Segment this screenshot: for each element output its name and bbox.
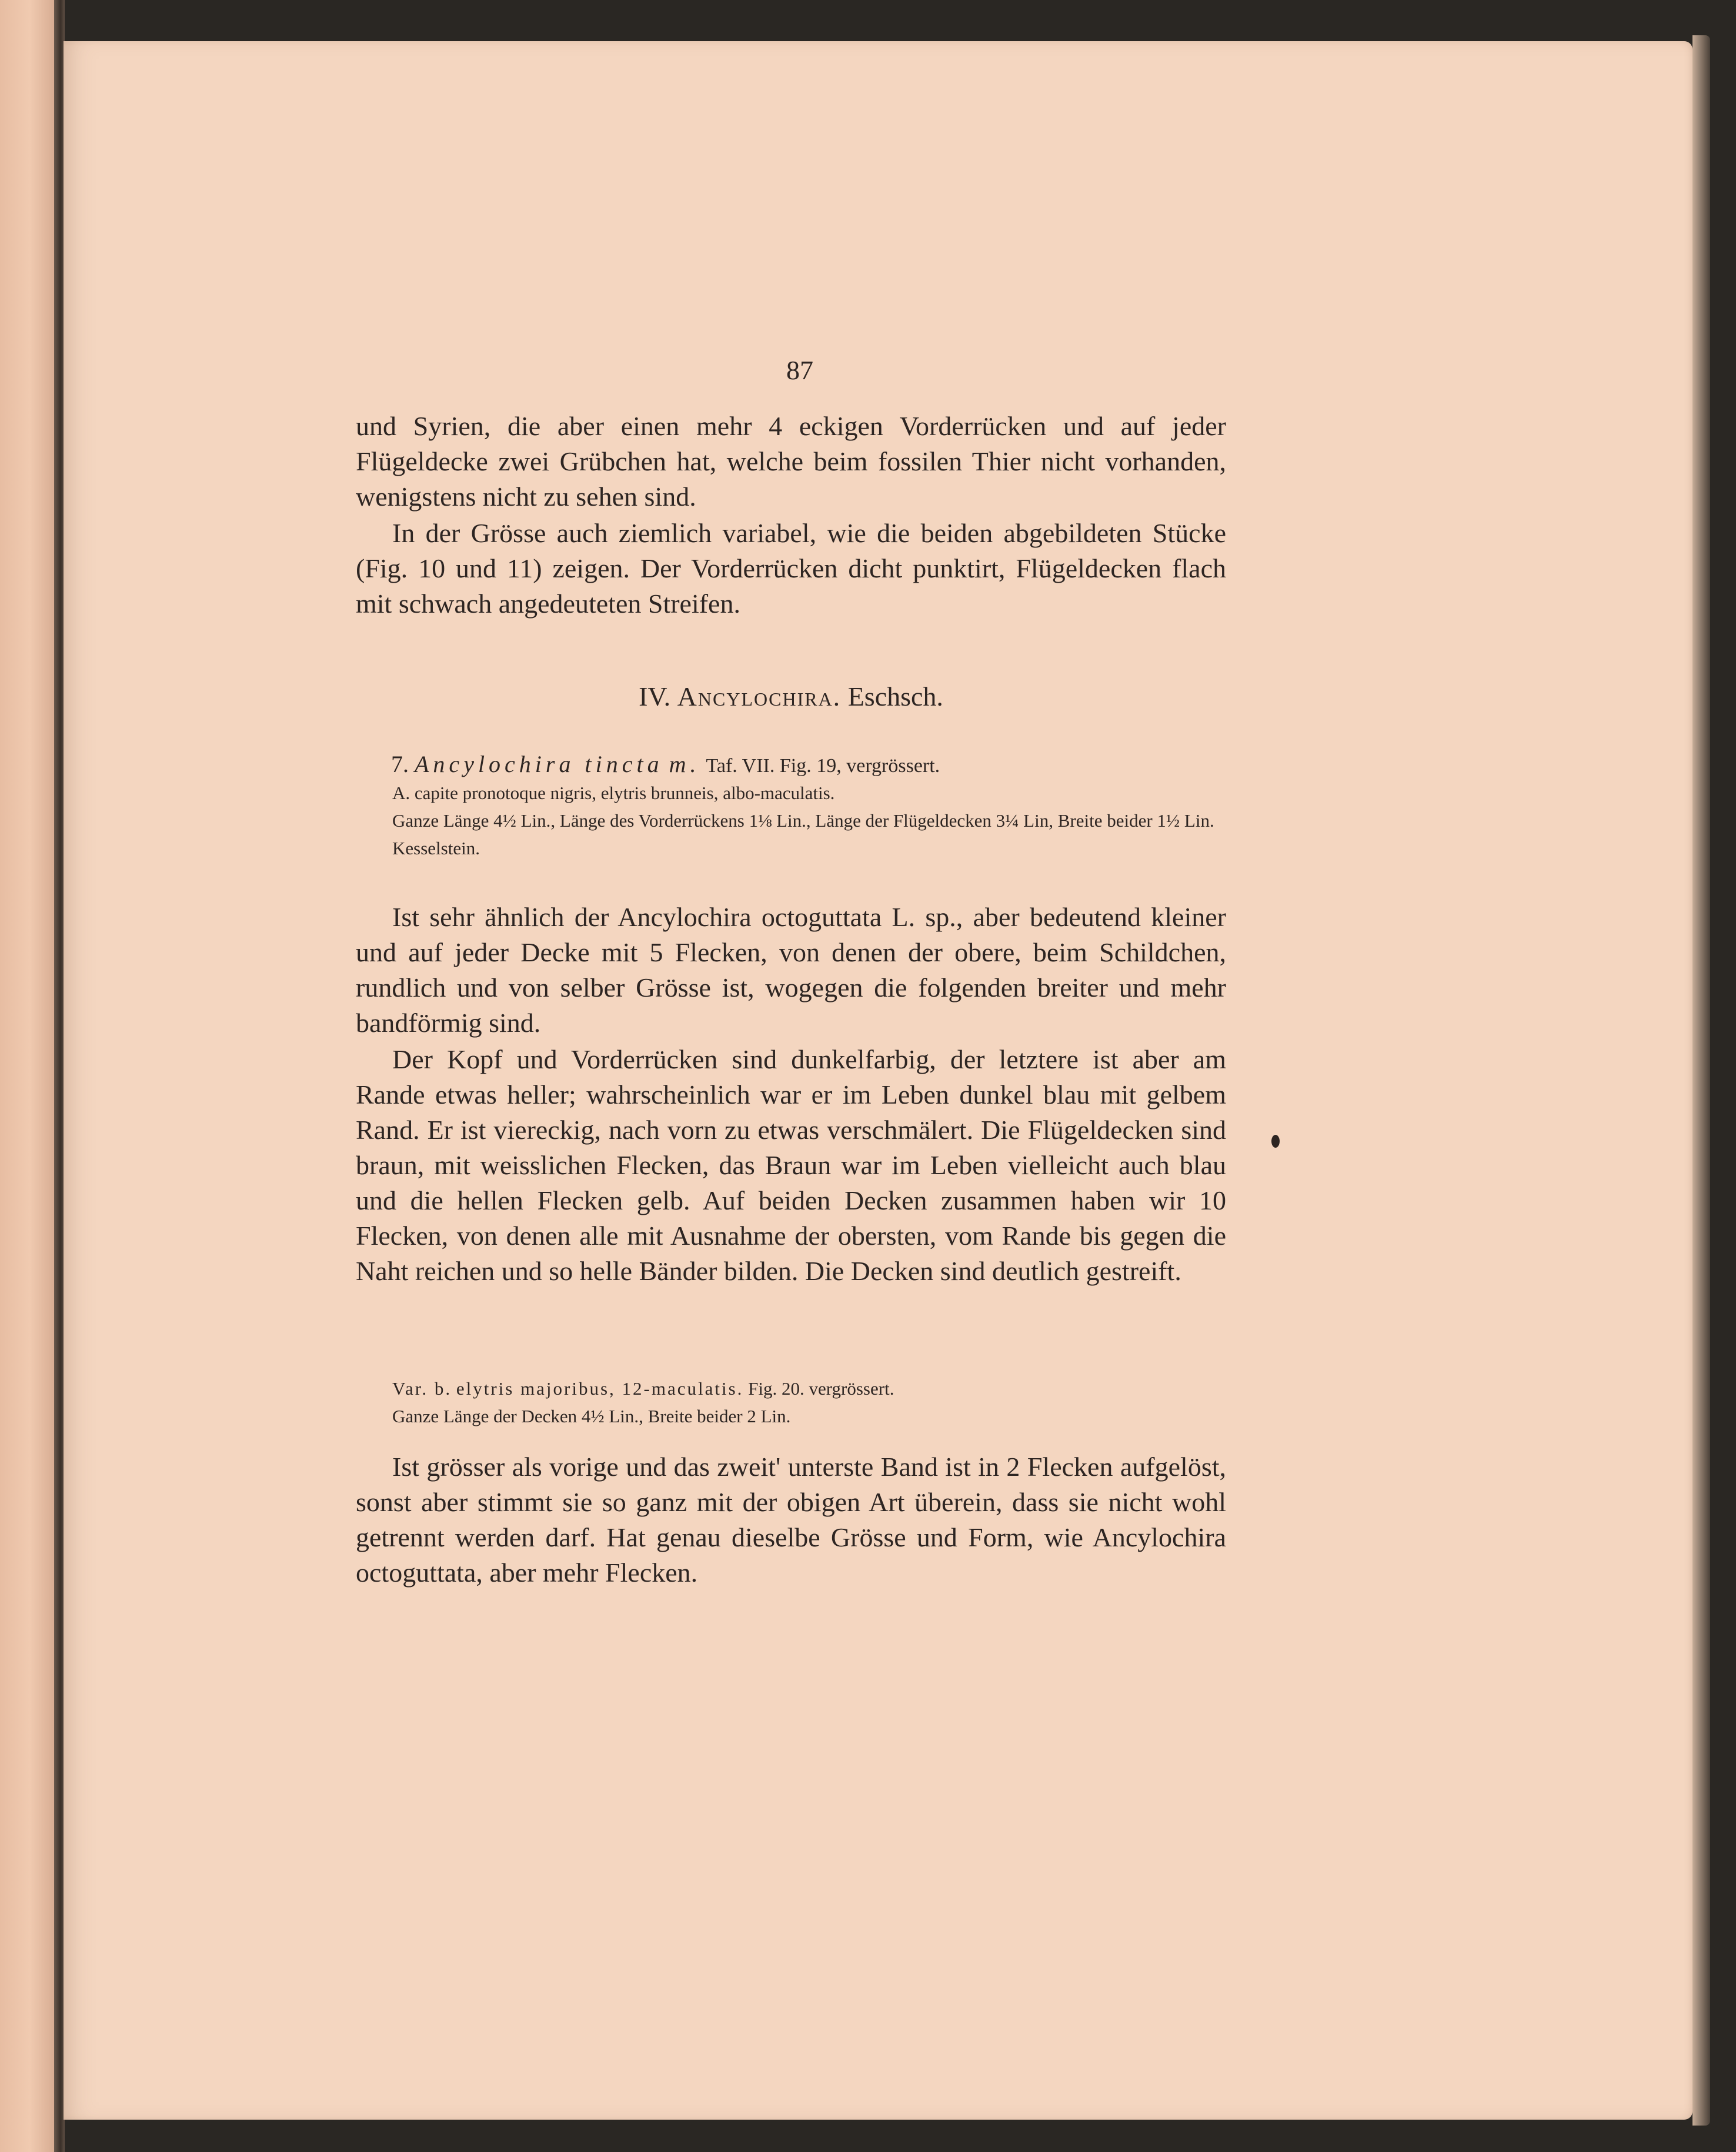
species-details	[356, 779, 1226, 862]
variety-diagnosis: elytris majoribus, 12-maculatis.	[456, 1378, 744, 1399]
text-block-variety	[356, 1449, 1226, 1590]
variety-label: Var. b.	[392, 1378, 452, 1399]
variety-measurements: Ganze Länge der Decken 4½ Lin., Breite beider 2 Lin.	[392, 1406, 791, 1426]
section-heading	[356, 676, 1226, 717]
section-genus: Ancylochira.	[677, 681, 842, 711]
text-block-top	[356, 409, 1226, 621]
section-numeral: IV.	[639, 681, 671, 711]
paragraph: Ist grösser als vorige und das zweit' unterste Band ist in 2 Flecken aufgelöst, sonst aber stimmt sie so ganz mit der obigen Art überein, dass sie nicht wohl getrennt werden darf. Hat genau dieselbe Grösse und Form, wie Ancylochira octoguttata, aber mehr Flecken.	[356, 1452, 1226, 1588]
page-edge	[1692, 35, 1710, 2126]
section-author: Eschsch.	[847, 681, 943, 711]
paragraph: Ist sehr ähnlich der Ancylochira octoguttata L. sp., aber bedeutend kleiner und auf jeder Decke mit 5 Flecken, von denen der obere, beim Schildchen, rundlich und von selber Grösse ist, wogegen die folgenden breiter und mehr bandförmig sind.	[356, 902, 1226, 1038]
species-measurements: Ganze Länge 4½ Lin., Länge des Vorderrückens 1⅛ Lin., Länge der Flügeldecken 3¼ Lin, Breite beider 1½ Lin.	[392, 810, 1214, 831]
variety-line	[356, 1375, 1226, 1402]
species-number: 7.	[391, 751, 409, 777]
text-block-main	[356, 900, 1226, 1289]
paragraph: Der Kopf und Vorderrücken sind dunkelfarbig, der letztere ist aber am Rande etwas heller; wahrscheinlich war er im Leben dunkel blau mit gelbem Rand. Er ist viereckig, nach vorn zu etwas verschmälert. Die Flügeldecken sind braun, mit weisslichen Flecken, das Braun war im Leben vielleicht auch blau und die hellen Flecken gelb. Auf beiden Decken zusammen haben wir 10 Flecken, von denen alle mit Ausnahme der obersten, vom Rande bis gegen die Naht reichen und so helle Bänder bilden. Die Decken sind deutlich gestreift.	[356, 1044, 1226, 1286]
species-name: Ancylochira tincta	[415, 751, 663, 777]
page-number: 87	[786, 355, 813, 385]
variety-reference: Fig. 20. vergrössert.	[748, 1378, 894, 1399]
ink-spot	[1271, 1135, 1280, 1148]
variety-details	[356, 1375, 1226, 1430]
paragraph: und Syrien, die aber einen mehr 4 eckigen Vorderrücken und auf jeder Flügeldecke zwei Grübchen hat, welche beim fossilen Thier nicht vorhanden, wenigstens nicht zu sehen sind.	[356, 411, 1226, 512]
species-author: m.	[669, 751, 700, 777]
paragraph: In der Grösse auch ziemlich variabel, wie die beiden abgebildeten Stücke (Fig. 10 und 11) zeigen. Der Vorderrücken dicht punktirt, Flügeldecken flach mit schwach angedeuteten Streifen.	[356, 518, 1226, 619]
species-locality: Kesselstein.	[392, 838, 480, 858]
species-title	[391, 747, 1226, 784]
species-reference: Taf. VII. Fig. 19, vergrössert.	[706, 755, 940, 777]
species-diagnosis: A. capite pronotoque nigris, elytris brunneis, albo-maculatis.	[392, 783, 835, 803]
left-page-edge	[0, 0, 54, 2152]
